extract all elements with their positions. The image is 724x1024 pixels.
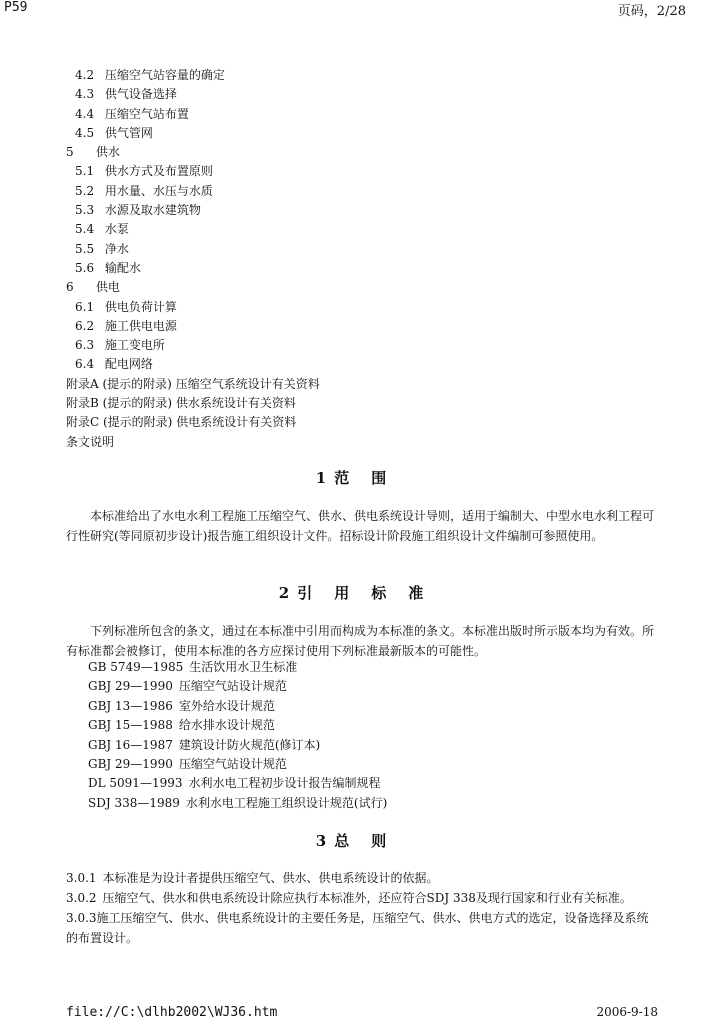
toc-item [0, 124, 724, 143]
standard-code: GBJ 16—1987 [88, 737, 173, 752]
standard-code: GBJ 15—1988 [88, 718, 173, 733]
toc-item-label: 供水 [95, 145, 120, 160]
toc-item-number: 5.3 [75, 203, 95, 218]
toc-item [0, 278, 724, 297]
standard-code: GB 5749—1985 [88, 660, 184, 674]
table-of-contents [0, 66, 724, 452]
toc-item-number: 5.5 [75, 241, 95, 256]
standard-reference [88, 658, 387, 677]
toc-item [0, 162, 724, 181]
section-2-paragraph: 下列标准所包含的条文，通过在本标准中引用而构成为本标准的条文。本标准出版时所示版本均为有效。所有标准都会被修订，使用本标准的各方应探讨使用下列标准最新版本的可能性。 [66, 624, 655, 658]
toc-item [0, 105, 724, 124]
standard-title: 压缩空气站设计规范 [178, 679, 287, 694]
standard-reference [88, 677, 387, 696]
toc-item [0, 433, 724, 452]
referenced-standards-list [88, 658, 387, 813]
toc-item-label: 供水系统设计有关资料 [175, 396, 296, 411]
toc-item-label: 供气设备选择 [104, 87, 177, 102]
toc-item-number: 5 [66, 145, 74, 160]
standard-reference [88, 716, 387, 735]
page-header [0, 0, 724, 22]
header-page-count: 页码，2/28 [617, 4, 686, 19]
toc-item-label: 水泵 [104, 222, 129, 237]
section-1-paragraph: 本标准给出了水电水利工程施工压缩空气、供水、供电系统设计导则，适用于编制大、中型水电水利工程可行性研究(等同原初步设计)报告施工组织设计文件。招标设计阶段施工组织设计文件编制可参照使用。 [66, 509, 655, 543]
toc-item-number: 5.1 [75, 164, 95, 179]
toc-item-label: 供电系统设计有关资料 [176, 415, 297, 430]
toc-item-label: 施工变电所 [104, 338, 165, 353]
standard-title: 建筑设计防火规范(修订本) [178, 737, 321, 752]
toc-item [0, 259, 724, 278]
toc-item [0, 85, 724, 104]
toc-item-number: 5.4 [75, 222, 95, 237]
toc-item [0, 240, 724, 259]
toc-item-number: 4.5 [75, 125, 95, 140]
toc-item-number: 4.2 [75, 68, 95, 82]
toc-item-number: 6.4 [75, 357, 95, 372]
standard-reference [88, 755, 387, 774]
toc-item [0, 298, 724, 317]
standard-title: 水利水电工程初步设计报告编制规程 [188, 776, 381, 791]
standard-title: 水利水电工程施工组织设计规范(试行) [185, 795, 388, 810]
toc-item-number: 附录C (提示的附录) [66, 415, 173, 430]
standard-code: SDJ 338—1989 [88, 795, 180, 810]
toc-item-label: 供电 [95, 280, 120, 295]
toc-item-label: 输配水 [104, 260, 141, 275]
section-2-heading [0, 582, 724, 603]
section-2-title: 引用标准 [297, 584, 446, 602]
toc-item-label: 施工供电电源 [104, 318, 177, 333]
toc-item-label: 供气管网 [104, 125, 153, 140]
toc-item [0, 413, 724, 432]
toc-item-number: 6.1 [75, 299, 95, 314]
toc-item-number: 附录B (提示的附录) [66, 396, 172, 411]
standard-reference [88, 736, 387, 755]
toc-item [0, 375, 724, 394]
standard-reference [88, 697, 387, 716]
toc-item [0, 220, 724, 239]
toc-item [0, 394, 724, 413]
toc-item-label: 压缩空气站容量的确定 [104, 68, 225, 82]
toc-item-label: 配电网络 [104, 357, 153, 372]
section-3-title: 总则 [334, 832, 409, 850]
page-footer [0, 1005, 724, 1024]
standard-title: 室外给水设计规范 [178, 698, 275, 713]
clause-number: 3.0.3 [66, 911, 97, 925]
toc-item [0, 201, 724, 220]
toc-item-label: 条文说明 [66, 434, 115, 449]
toc-item-label: 供水方式及布置原则 [104, 164, 213, 179]
clause-text: 本标准是为设计者提供压缩空气、供水、供电系统设计的依据。 [102, 871, 439, 885]
toc-item-label: 压缩空气系统设计有关资料 [175, 376, 320, 391]
footer-date: 2006-9-18 [596, 1005, 658, 1019]
clause-3-0-1 [66, 869, 660, 889]
standard-code: GBJ 29—1990 [88, 756, 173, 771]
standard-title: 生活饮用水卫生标准 [189, 660, 298, 674]
toc-item-label: 用水量、水压与水质 [104, 183, 213, 198]
toc-item [0, 317, 724, 336]
footer-file-path: file://C:\dlhb2002\WJ36.htm [66, 1005, 278, 1020]
header-page-id: P59 [4, 0, 28, 15]
toc-item [0, 66, 724, 85]
toc-item-number: 附录A (提示的附录) [66, 376, 172, 391]
clause-number: 3.0.1 [66, 871, 97, 885]
toc-item-number: 5.2 [75, 183, 95, 198]
clause-number: 3.0.2 [66, 891, 97, 905]
toc-item-number: 6.3 [75, 338, 95, 353]
toc-item [0, 143, 724, 162]
standard-code: GBJ 13—1986 [88, 698, 173, 713]
toc-item-label: 净水 [104, 241, 129, 256]
section-3-heading [0, 830, 724, 851]
clause-text: 施工压缩空气、供水、供电系统设计的主要任务是，压缩空气、供水、供电方式的选定，设备选择及系统的布置设计。 [66, 911, 649, 945]
toc-item-label: 供电负荷计算 [104, 299, 177, 314]
clause-3-0-2 [66, 889, 660, 909]
toc-item-number: 4.4 [75, 106, 95, 121]
standard-reference [88, 774, 387, 793]
section-1-title: 范围 [334, 469, 409, 487]
section-3-number: 3 [315, 832, 327, 850]
toc-item-number: 6.2 [75, 318, 95, 333]
toc-item-label: 水源及取水建筑物 [104, 203, 201, 218]
section-2-number: 2 [278, 584, 290, 602]
toc-item-number: 5.6 [75, 260, 95, 275]
clause-text: 压缩空气、供水和供电系统设计除应执行本标准外，还应符合SDJ 338及现行国家和行业有关标准。 [102, 891, 632, 905]
toc-item [0, 182, 724, 201]
section-1-number: 1 [315, 469, 327, 487]
toc-item-number: 6 [66, 280, 74, 295]
toc-item-number: 4.3 [75, 87, 95, 102]
standard-code: DL 5091—1993 [88, 776, 183, 791]
toc-item-label: 压缩空气站布置 [104, 106, 189, 121]
section-1-heading [0, 467, 724, 488]
clause-3-0-3 [66, 909, 660, 948]
standard-title: 给水排水设计规范 [178, 718, 275, 733]
standard-code: GBJ 29—1990 [88, 679, 173, 694]
toc-item [0, 336, 724, 355]
toc-item [0, 355, 724, 374]
standard-reference [88, 794, 387, 813]
standard-title: 压缩空气站设计规范 [178, 756, 287, 771]
